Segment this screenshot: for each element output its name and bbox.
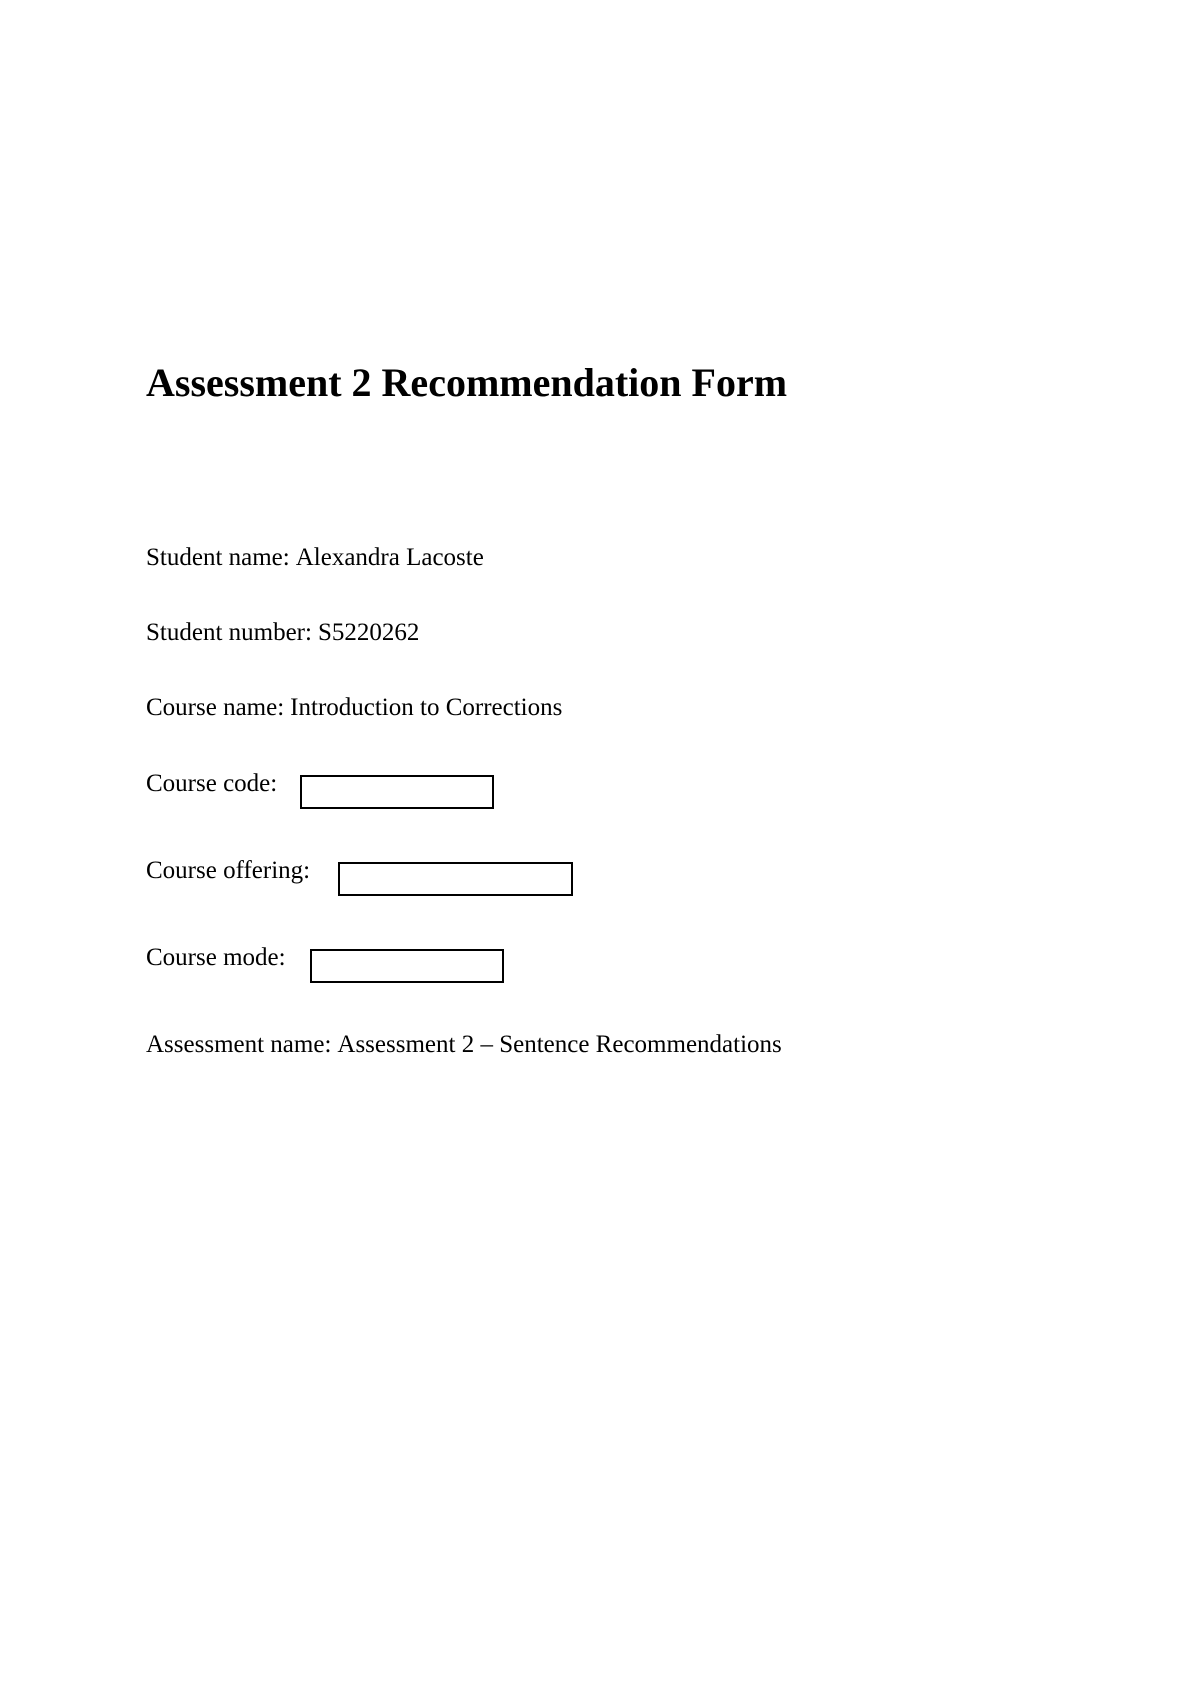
course-name-row (146, 692, 562, 724)
student-number-label: Student number: (146, 619, 312, 646)
course-code-row (146, 768, 277, 800)
page-title: Assessment 2 Recommendation Form (146, 360, 788, 405)
course-offering-field[interactable] (338, 862, 573, 896)
course-mode-field[interactable] (310, 949, 504, 983)
course-offering-label: Course offering: (146, 857, 311, 884)
assessment-name-row (146, 1029, 782, 1061)
course-offering-row (146, 855, 310, 887)
course-mode-row (146, 942, 286, 974)
student-name-value: Alexandra Lacoste (295, 544, 484, 571)
course-code-label: Course code: (146, 770, 278, 797)
assessment-name-value: Assessment 2 – Sentence Recommendations (337, 1031, 782, 1058)
course-name-label: Course name: (146, 694, 285, 721)
course-mode-label: Course mode: (146, 944, 286, 971)
student-name-row (146, 542, 484, 574)
student-number-row (146, 617, 419, 649)
student-name-label: Student name: (146, 544, 290, 571)
assessment-name-label: Assessment name: (146, 1031, 332, 1058)
student-number-value: S5220262 (317, 619, 420, 646)
course-name-value: Introduction to Corrections (290, 694, 563, 721)
course-code-field[interactable] (300, 775, 494, 809)
